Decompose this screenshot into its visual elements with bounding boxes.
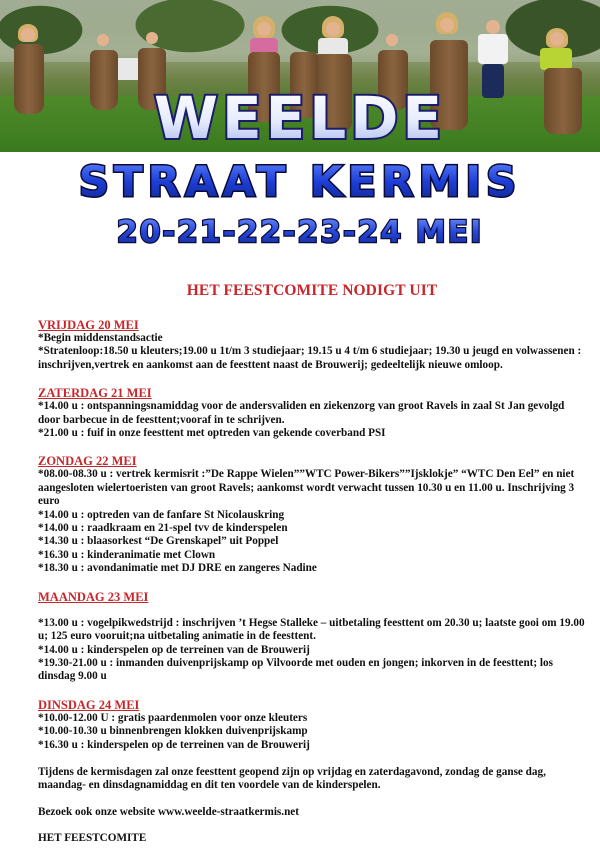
program-item: *10.00-10.30 u binnenbrengen klokken duivenprijskamp (38, 725, 308, 738)
program-item: *10.00-12.00 U : gratis paardenmolen voor onze kleuters (38, 711, 308, 724)
day-section (38, 698, 586, 752)
day-heading: VRIJDAG 20 MEI (38, 318, 139, 332)
invite-heading: HET FEESTCOMITE NODIGT UIT (186, 282, 438, 299)
program-item: *16.30 u : kinderspelen op de terreinen van de Brouwerij (38, 738, 310, 751)
day-section (38, 386, 586, 440)
title-straat-kermis (0, 156, 600, 206)
day-heading: ZATERDAG 21 MEI (38, 386, 152, 401)
program-item: *14.00 u : raadkraam en 21-spel tvv de kinderspelen (38, 522, 288, 535)
program-item: *Stratenloop:18.50 u kleuters;19.00 u 1t/m 3 studiejaar; 19.15 u 4 t/m 6 studiejaar; 19.30 u jeugd en volwassenen : inschrijven,vertrek en aankomst aan de feesttent naast de Brouwerij; gedeeltelijk nieuwe omloop. (38, 345, 582, 371)
program-item: *14.00 u : ontspanningsnamiddag voor de andersvaliden en ziekenzorg van groot Ravels in zaal St Jan gevolgd door barbecue in de feesttent;vooraf in te schrijven. (38, 400, 565, 426)
website-line: Bezoek ook onze website www.weelde-straatkermis.net (38, 805, 299, 818)
program-item: *19.30-21.00 u : inmanden duivenprijskamp op Vilvoorde met ouden en jongen; inkorven in de feesttent; los dinsdag 9.00 u (38, 656, 553, 683)
program-item: *Begin middenstandsactie (38, 332, 163, 344)
signature: HET FEESTCOMITE (38, 832, 147, 845)
svg-text:20-21-22-23-24 MEI: 20-21-22-23-24 MEI (116, 215, 484, 249)
day-heading: MAANDAG 23 MEI (38, 589, 149, 604)
program-item: *13.00 u : vogelpikwedstrijd : inschrijven ’t Hegse Stalleke – uitbetaling feesttent om 20.30 u; laatste gooi om 19.00 u; 125 euro vooruit;na uitbetaling animatie in de feesttent. (38, 616, 585, 643)
program-document (38, 282, 586, 859)
day-list (38, 318, 586, 752)
program-item: *18.30 u : avondanimatie met DJ DRE en zangeres Nadine (38, 562, 317, 575)
day-heading: DINSDAG 24 MEI (38, 697, 140, 712)
program-item: *08.00-08.30 u : vertrek kermisrit :”De Rappe Wielen””WTC Power-Bikers””Ijsklokje” “WTC Den Eel” en niet aangesloten wielertoeristen van groot Ravels; aankomst wordt verwacht tussen 10.30 u en 11.00 u. Inschrijving 3 euro (38, 468, 575, 508)
program-item: *14.00 u : optreden van de fanfare St Nicolauskring (38, 508, 285, 521)
svg-text:WEELDE: WEELDE (154, 88, 446, 148)
program-item: *21.00 u : fuif in onze feesttent met optreden van gekende coverband PSI (38, 427, 386, 440)
day-section (38, 318, 586, 372)
title-dates (0, 213, 600, 249)
closing-note: Tijdens de kermisdagen zal onze feesttent geopend zijn op vrijdag en zaterdagavond, zondag de ganse dag, maandag- en dinsdagnamiddag en dit ten voordele van de kinderspelen. (38, 765, 546, 792)
title-weelde (0, 88, 600, 148)
svg-text:STRAAT KERMIS: STRAAT KERMIS (78, 157, 522, 206)
day-section (38, 454, 586, 575)
program-item: *16.30 u : kinderanimatie met Clown (38, 548, 216, 561)
day-heading: ZONDAG 22 MEI (38, 454, 137, 469)
program-item: *14.30 u : blaasorkest “De Grenskapel” uit Poppel (38, 535, 279, 548)
day-section (38, 590, 586, 684)
program-item: *14.00 u : kinderspelen op de terreinen van de Brouwerij (38, 643, 310, 656)
